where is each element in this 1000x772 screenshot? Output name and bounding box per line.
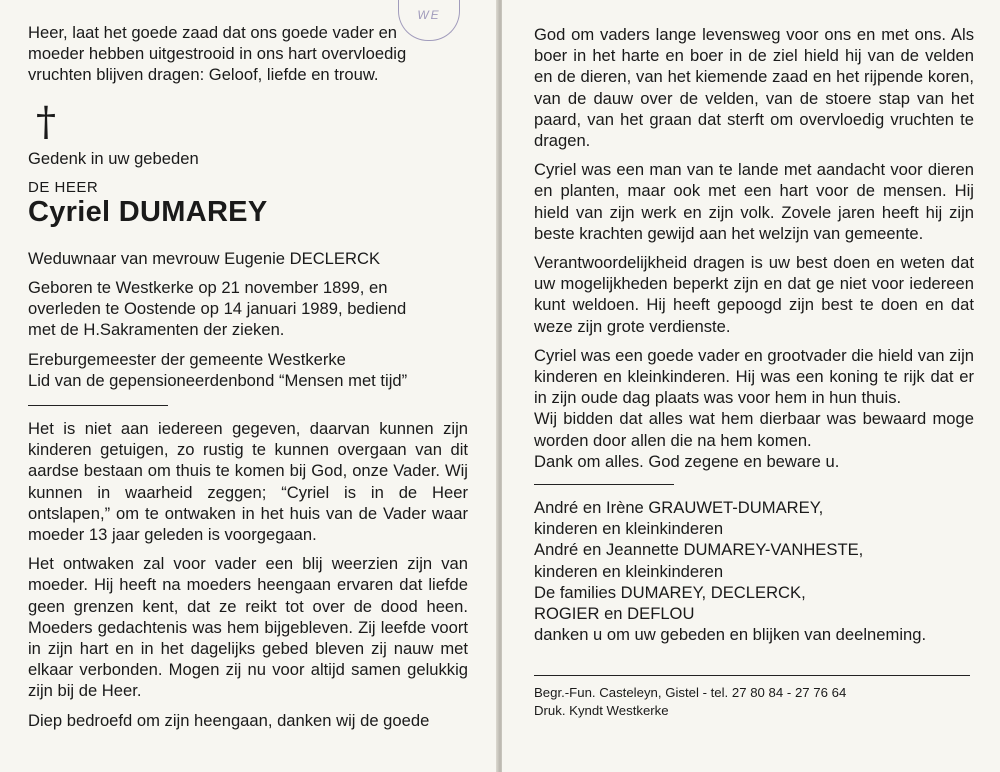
info-line: overleden te Oostende op 14 januari 1989, bediend	[28, 299, 407, 319]
opening-line: Heer, laat het goede zaad dat ons goede vader en	[28, 23, 398, 42]
family-line: ROGIER en DEFLOU	[534, 604, 695, 624]
family-line: André en Irène GRAUWET-DUMAREY,	[534, 498, 824, 518]
divider	[28, 405, 168, 406]
opening-prayer	[28, 22, 468, 86]
paragraph: God om vaders lange levensweg voor ons en met ons. Als boer in het harte en boer in de ziel hield hij van de velden en de dieren, van het kiemende zaad en het rijpende koren, van de dauw over de velden, van de stoere stap van het paard, van het graan dat sterft om overvloedig vruchten te dragen.	[534, 25, 974, 151]
title-line: Lid van de gepensioneerdenbond “Mensen met tijd”	[28, 370, 408, 390]
paragraph: Cyriel was een goede vader en grootvader die hield van zijn kinderen en kleinkinderen. Hij was een koning te rijk dat er in zijn oude dag plaats was voor hem in hun thuis.	[534, 345, 975, 408]
paragraph: Cyriel was een man van te lande met aandacht voor dieren en planten, maar ook met een hart voor de mensen. Hij hield van zijn werk en zijn volk. Zovele jaren heeft hij zijn beste krachten gewijd aan het welzijn van gemeente.	[534, 160, 974, 243]
paragraph: Wij bidden dat alles wat hem dierbaar was bewaard moge worden door allen die na hem komen.	[534, 409, 974, 450]
opening-line: moeder hebben uitgestrooid in ons hart overvloedig	[28, 44, 407, 64]
paragraph: Diep bedroefd om zijn heengaan, danken wij de goede	[28, 710, 430, 730]
family-line: kinderen en kleinkinderen	[534, 561, 724, 581]
printer-line: Druk. Kyndt Westkerke	[534, 703, 669, 719]
printer-line: Begr.-Fun. Casteleyn, Gistel - tel. 27 80 84 - 27 76 64	[534, 685, 847, 701]
divider	[534, 484, 674, 485]
info-line: Geboren te Westkerke op 21 november 1899, en	[28, 278, 388, 298]
birth-death-info	[28, 277, 468, 341]
family-line: De families DUMAREY, DECLERCK,	[534, 582, 806, 602]
left-page	[0, 0, 498, 772]
ink-stamp: WE	[398, 0, 460, 41]
printer-info	[534, 684, 974, 720]
cross-icon: †	[36, 98, 56, 145]
family-line: danken u om uw gebeden en blijken van deelneming.	[534, 625, 927, 645]
paragraph: Het ontwaken zal voor vader een blij weerzien zijn van moeder. Hij heeft na moeders heengaan ervaren dat liefde geen grenzen kent, dat ze reikt tot over de dood heen. Moeders gedachtenis was hem bijgebleven. Zij leefde voort in zijn hart en in het dagelijks gebed bleven zij nauw met elkaar verbonden. Mogen zij nu voor altijd samen gelukkig zijn bij de Heer.	[28, 554, 468, 701]
right-page	[502, 0, 1000, 772]
title-label: DE HEER	[28, 178, 99, 196]
info-line: met de H.Sakramenten der zieken.	[28, 320, 285, 340]
family-line: André en Jeannette DUMAREY-VANHESTE,	[534, 540, 864, 560]
title-line: Ereburgemeester der gemeente Westkerke	[28, 349, 346, 369]
paragraph: Het is niet aan iedereen gegeven, daarvan kunnen zijn kinderen getuigen, zo rustig te kunnen overgaan van dit aardse bestaan om thuis te komen bij God, onze Vader. Wij kunnen in waarheid zeggen; “Cyriel is in de Heer ontslapen,” om te ontwaken in het huis van de Vader waar moeder 13 jaar geleden is voorgegaan.	[28, 419, 468, 545]
remember-text: Gedenk in uw gebeden	[28, 148, 199, 168]
widower-text: Weduwnaar van mevrouw Eugenie DECLERCK	[28, 248, 381, 268]
family-line: kinderen en kleinkinderen	[534, 519, 724, 539]
family-list	[534, 497, 974, 645]
closing-line: Dank om alles. God zegene en beware u.	[534, 451, 840, 471]
opening-line: vruchten blijven dragen: Geloof, liefde en trouw.	[28, 65, 379, 85]
paragraph: Verantwoordelijkheid dragen is uw best doen en weten dat uw mogelijkheden beperkt zijn en dat ge niet voor iedereen kunt weldoen. Hij heeft gepoogd zijn best te doen en dat weze zijn grote verdienste.	[534, 253, 974, 336]
deceased-name: Cyriel DUMAREY	[28, 195, 268, 228]
divider	[534, 675, 970, 676]
honorary-titles	[28, 349, 468, 391]
